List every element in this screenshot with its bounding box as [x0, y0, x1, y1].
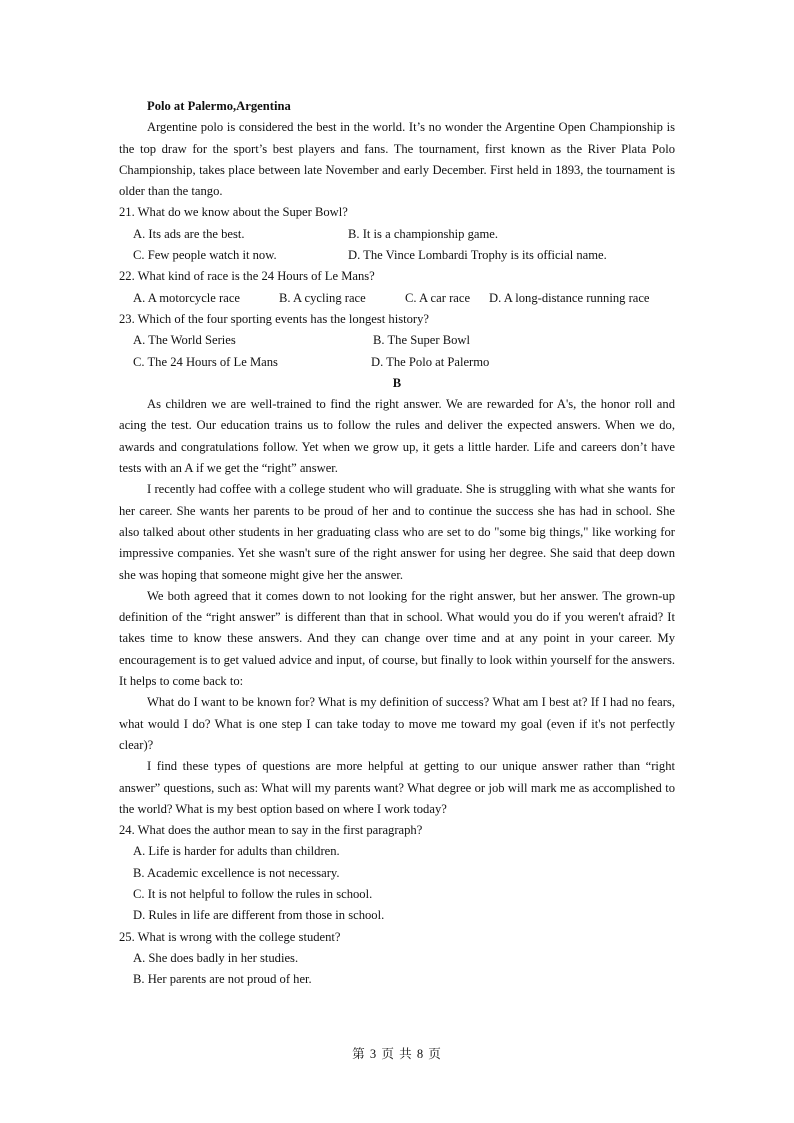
- passage-paragraph: I recently had coffee with a college student who will graduate. She is struggling with what she wants for her career. She wants her parents to be proud of her and to continue the success she has had in school. She also talked about other students in her graduating class who are set to do "some big things," like working for impressive companies. Yet she wasn't sure of the right answer for using her degree. She said that deep down she was hoping that someone might give her the answer.: [119, 482, 675, 582]
- option-21a: A. Its ads are the best.: [133, 226, 245, 241]
- question-25: 25. What is wrong with the college student?: [119, 929, 341, 944]
- option-23a: A. The World Series: [133, 333, 236, 348]
- option-21c: C. Few people watch it now.: [133, 248, 277, 263]
- question-22: 22. What kind of race is the 24 Hours of Le Mans?: [119, 269, 375, 284]
- passage-paragraph: I find these types of questions are more helpful at getting to our unique answer rather than “right answer” questions, such as: What will my parents want? What degree or job will mark me as accomplished to the world? What is my best option based on where I work today?: [119, 759, 675, 816]
- question-21: 21. What do we know about the Super Bowl?: [119, 205, 348, 220]
- option-23c: C. The 24 Hours of Le Mans: [133, 354, 278, 369]
- option-22c: C. A car race: [405, 290, 471, 305]
- option-21b: B. It is a championship game.: [348, 226, 499, 241]
- options-row: [119, 352, 675, 373]
- section-heading: B: [392, 375, 402, 390]
- options-row: [119, 224, 675, 245]
- options-row: [119, 330, 675, 351]
- option-25b: B. Her parents are not proud of her.: [133, 972, 312, 987]
- question-23: 23. Which of the four sporting events has the longest history?: [119, 311, 430, 326]
- option-21d: D. The Vince Lombardi Trophy is its official name.: [348, 248, 607, 263]
- option-22b: B. A cycling race: [279, 290, 366, 305]
- option-24d: D. Rules in life are different from those in school.: [133, 908, 385, 923]
- document-body: [119, 96, 675, 990]
- option-24a: A. Life is harder for adults than children.: [133, 844, 340, 859]
- option-23d: D. The Polo at Palermo: [371, 354, 490, 369]
- option-25a: A. She does badly in her studies.: [133, 950, 299, 965]
- option-22a: A. A motorcycle race: [133, 290, 241, 305]
- passage-title: Polo at Palermo,Argentina: [147, 99, 291, 113]
- passage-paragraph: We both agreed that it comes down to not looking for the right answer, but her answer. The grown-up definition of the “right answer” is different than that in school. What would you do if you weren't afraid? It takes time to know these answers. And they can change over time and at any point in your career. My encouragement is to get valued advice and input, of course, but finally to look within yourself for the answers. It helps to come back to:: [119, 588, 675, 689]
- option-24c: C. It is not helpful to follow the rules in school.: [133, 886, 373, 901]
- options-row: [119, 245, 675, 266]
- passage-paragraph: Argentine polo is considered the best in the world. It’s no wonder the Argentine Open Championship is the top draw for the sport’s best players and fans. The tournament, first known as the River Plata Polo Championship, takes place between late November and early December. First held in 1893, the tournament is older than the tango.: [119, 120, 675, 199]
- question-24: 24. What does the author mean to say in the first paragraph?: [119, 823, 423, 838]
- option-23b: B. The Super Bowl: [373, 333, 471, 348]
- passage-paragraph: As children we are well-trained to find the right answer. We are rewarded for A's, the honor roll and acing the test. Our education trains us to follow the rules and deliver the expected answers. When we do, awards and congratulations follow. Yet when we grow up, it gets a little harder. Life and careers don’t have tests with an A if we get the “right” answer.: [119, 397, 675, 476]
- option-22d: D. A long-distance running race: [489, 290, 650, 305]
- options-row: [119, 288, 675, 309]
- option-24b: B. Academic excellence is not necessary.: [133, 865, 340, 880]
- passage-paragraph: What do I want to be known for? What is my definition of success? What am I best at? If I had no fears, what would I do? What is one step I can take today to move me toward my goal (even if it's not perfectly clear)?: [119, 695, 675, 752]
- page-number: 第 3 页 共 8 页: [352, 1047, 442, 1061]
